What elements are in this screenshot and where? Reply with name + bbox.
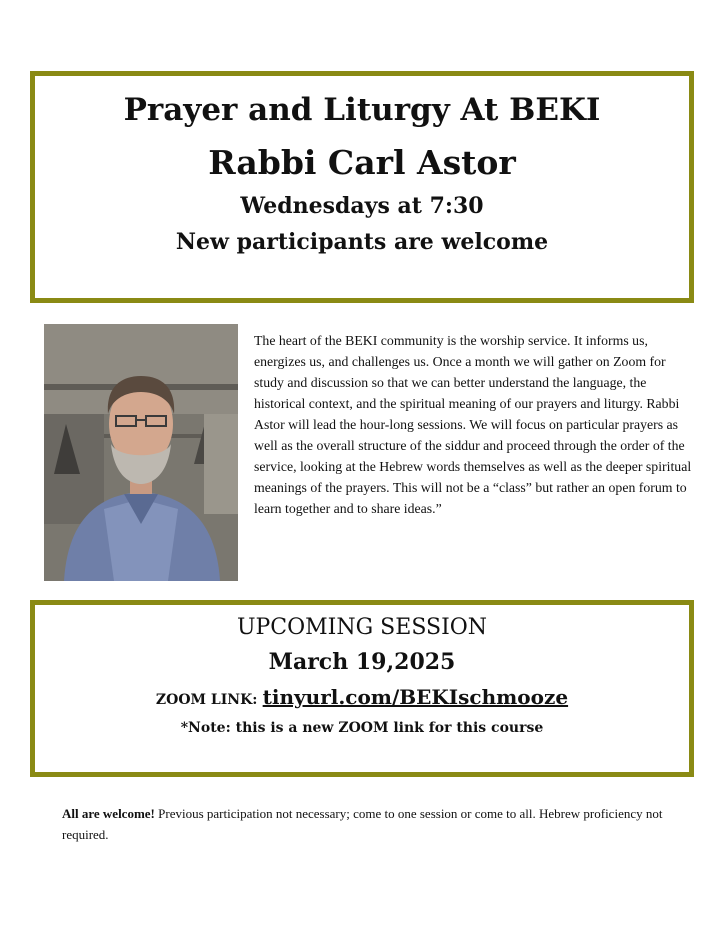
description-paragraph: The heart of the BEKI community is the worship service. It informs us, energizes us, and challenges us. Once a month we will gather on Zoom for study and discussion so that we can better understand the language, the historical context, and the spiritual meaning of our prayers and liturgy. Rabbi Astor will lead the hour-long sessions. We will focus on particular prayers as well as the overall structure of the siddur and proceed through the order of the service, looking at the Hebrew words themselves as well as the deeper spiritual meanings of the prayers. This will not be a “class” but rather an open forum to learn together and to share ideas.” <box>254 333 692 516</box>
welcome-text: New participants are welcome <box>175 229 549 255</box>
title-box <box>30 71 694 303</box>
session-date: March 19,2025 <box>268 649 456 675</box>
session-box <box>30 600 694 777</box>
zoom-note: *Note: this is a new ZOOM link for this course <box>180 720 544 736</box>
presenter-name: Rabbi Carl Astor <box>208 143 516 182</box>
session-heading: UPCOMING SESSION <box>236 615 488 640</box>
description-text <box>254 330 694 519</box>
rabbi-photo <box>44 324 238 581</box>
page-title: Prayer and Liturgy At BEKI <box>123 92 601 128</box>
footer-text <box>62 803 682 845</box>
footer-body: Previous participation not necessary; come to one session or come to all. Hebrew proficiency not required. <box>62 806 663 842</box>
schedule-text: Wednesdays at 7:30 <box>240 193 484 219</box>
zoom-label: ZOOM LINK: <box>155 692 258 708</box>
footer-lead: All are welcome! <box>62 806 155 821</box>
zoom-line <box>35 685 689 709</box>
zoom-link[interactable]: tinyurl.com/BEKIschmooze <box>262 685 569 709</box>
